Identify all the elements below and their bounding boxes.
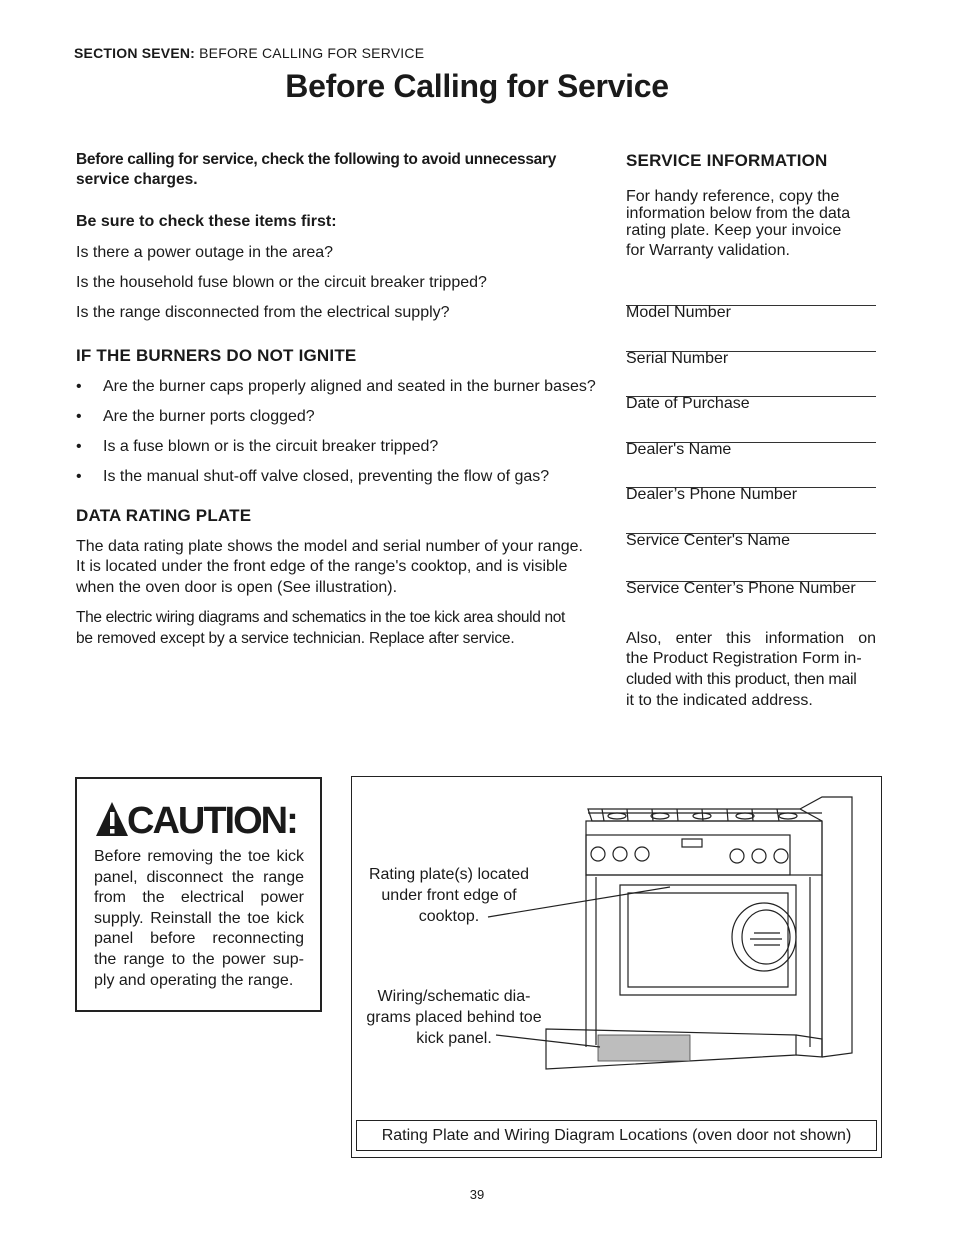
check-item: Is the household fuse blown or the circuit breaker tripped? <box>76 274 487 291</box>
intro-line-1: Before calling for service, check the following to avoid unnecessary <box>76 151 557 168</box>
range-illustration <box>352 777 883 1159</box>
registration-line: Also, enter this information on <box>626 630 876 647</box>
wiring-label-line: grams placed behind toe <box>366 1009 542 1026</box>
plate-heading: DATA RATING PLATE <box>76 506 252 525</box>
section-name: BEFORE CALLING FOR SERVICE <box>195 45 425 61</box>
wiring-label-line: Wiring/schematic dia- <box>377 988 531 1005</box>
section-label <box>74 45 424 61</box>
service-intro-line: for Warranty validation. <box>626 242 790 259</box>
caution-title: CAUTION: <box>127 800 297 842</box>
bullet-text: Is a fuse blown or is the circuit breaker tripped? <box>103 438 439 455</box>
service-intro-line: For handy reference, copy the <box>626 188 840 205</box>
rating-plate-label-line: under front edge of <box>381 887 517 904</box>
purchase-date-label: Date of Purchase <box>626 395 750 412</box>
illustration-frame <box>351 776 882 1158</box>
plate-paragraph-line: It is located under the front edge of the range's cooktop, and is visible <box>76 558 568 575</box>
plate-paragraph-line: when the oven door is open (See illustration). <box>76 579 398 596</box>
model-number-label: Model Number <box>626 304 731 321</box>
caution-box <box>75 777 322 1012</box>
serial-number-label: Serial Number <box>626 350 729 367</box>
bullet-symbol: • <box>76 468 82 485</box>
burners-heading: IF THE BURNERS DO NOT IGNITE <box>76 346 357 365</box>
check-item: Is the range disconnected from the electrical supply? <box>76 304 450 321</box>
caution-text: Before removing the toe kick panel, disconnect the range from the electrical power supply. Reinstall the toe kick panel before reconnecting the range to the power sup-ply and operating the range. <box>94 848 304 989</box>
rating-plate-label <box>354 864 544 927</box>
wiring-paragraph-line: be removed except by a service technician. Replace after service. <box>76 630 515 647</box>
service-intro-line: information below from the data <box>626 205 851 222</box>
bullet-symbol: • <box>76 378 82 395</box>
wiring-label-line: kick panel. <box>416 1030 492 1047</box>
dealer-phone-label: Dealer’s Phone Number <box>626 486 798 503</box>
page-number: 39 <box>469 1187 485 1202</box>
registration-line: the Product Registration Form in- <box>626 650 862 667</box>
rating-plate-label-line: cooktop. <box>418 908 480 925</box>
check-heading: Be sure to check these items first: <box>76 213 337 230</box>
bullet-symbol: • <box>76 408 82 425</box>
figure-caption: Rating Plate and Wiring Diagram Locations (oven door not shown) <box>356 1120 877 1151</box>
check-item: Is there a power outage in the area? <box>76 244 334 261</box>
registration-line: it to the indicated address. <box>626 692 813 709</box>
warning-triangle-icon <box>94 800 130 838</box>
intro-line-2: service charges. <box>76 171 198 188</box>
bullet-text: Are the burner caps properly aligned and seated in the burner bases? <box>103 378 596 395</box>
service-intro-line: rating plate. Keep your invoice <box>626 222 842 239</box>
rating-plate-label-line: Rating plate(s) located <box>368 866 530 883</box>
section-number: SECTION SEVEN: <box>74 45 196 61</box>
dealer-name-label: Dealer's Name <box>626 441 732 458</box>
service-info-heading: SERVICE INFORMATION <box>626 151 828 170</box>
bullet-symbol: • <box>76 438 82 455</box>
wiring-paragraph-line: The electric wiring diagrams and schematics in the toe kick area should not <box>76 609 565 626</box>
registration-line: cluded with this product, then mail <box>626 671 857 688</box>
service-center-phone-label: Service Center’s Phone Number <box>626 580 856 597</box>
service-center-name-label: Service Center's Name <box>626 532 790 549</box>
bullet-text: Are the burner ports clogged? <box>103 408 315 425</box>
page-title: Before Calling for Service <box>285 68 669 104</box>
bullet-text: Is the manual shut-off valve closed, preventing the flow of gas? <box>103 468 550 485</box>
plate-paragraph-line: The data rating plate shows the model and serial number of your range. <box>76 538 583 555</box>
wiring-label <box>354 986 554 1049</box>
